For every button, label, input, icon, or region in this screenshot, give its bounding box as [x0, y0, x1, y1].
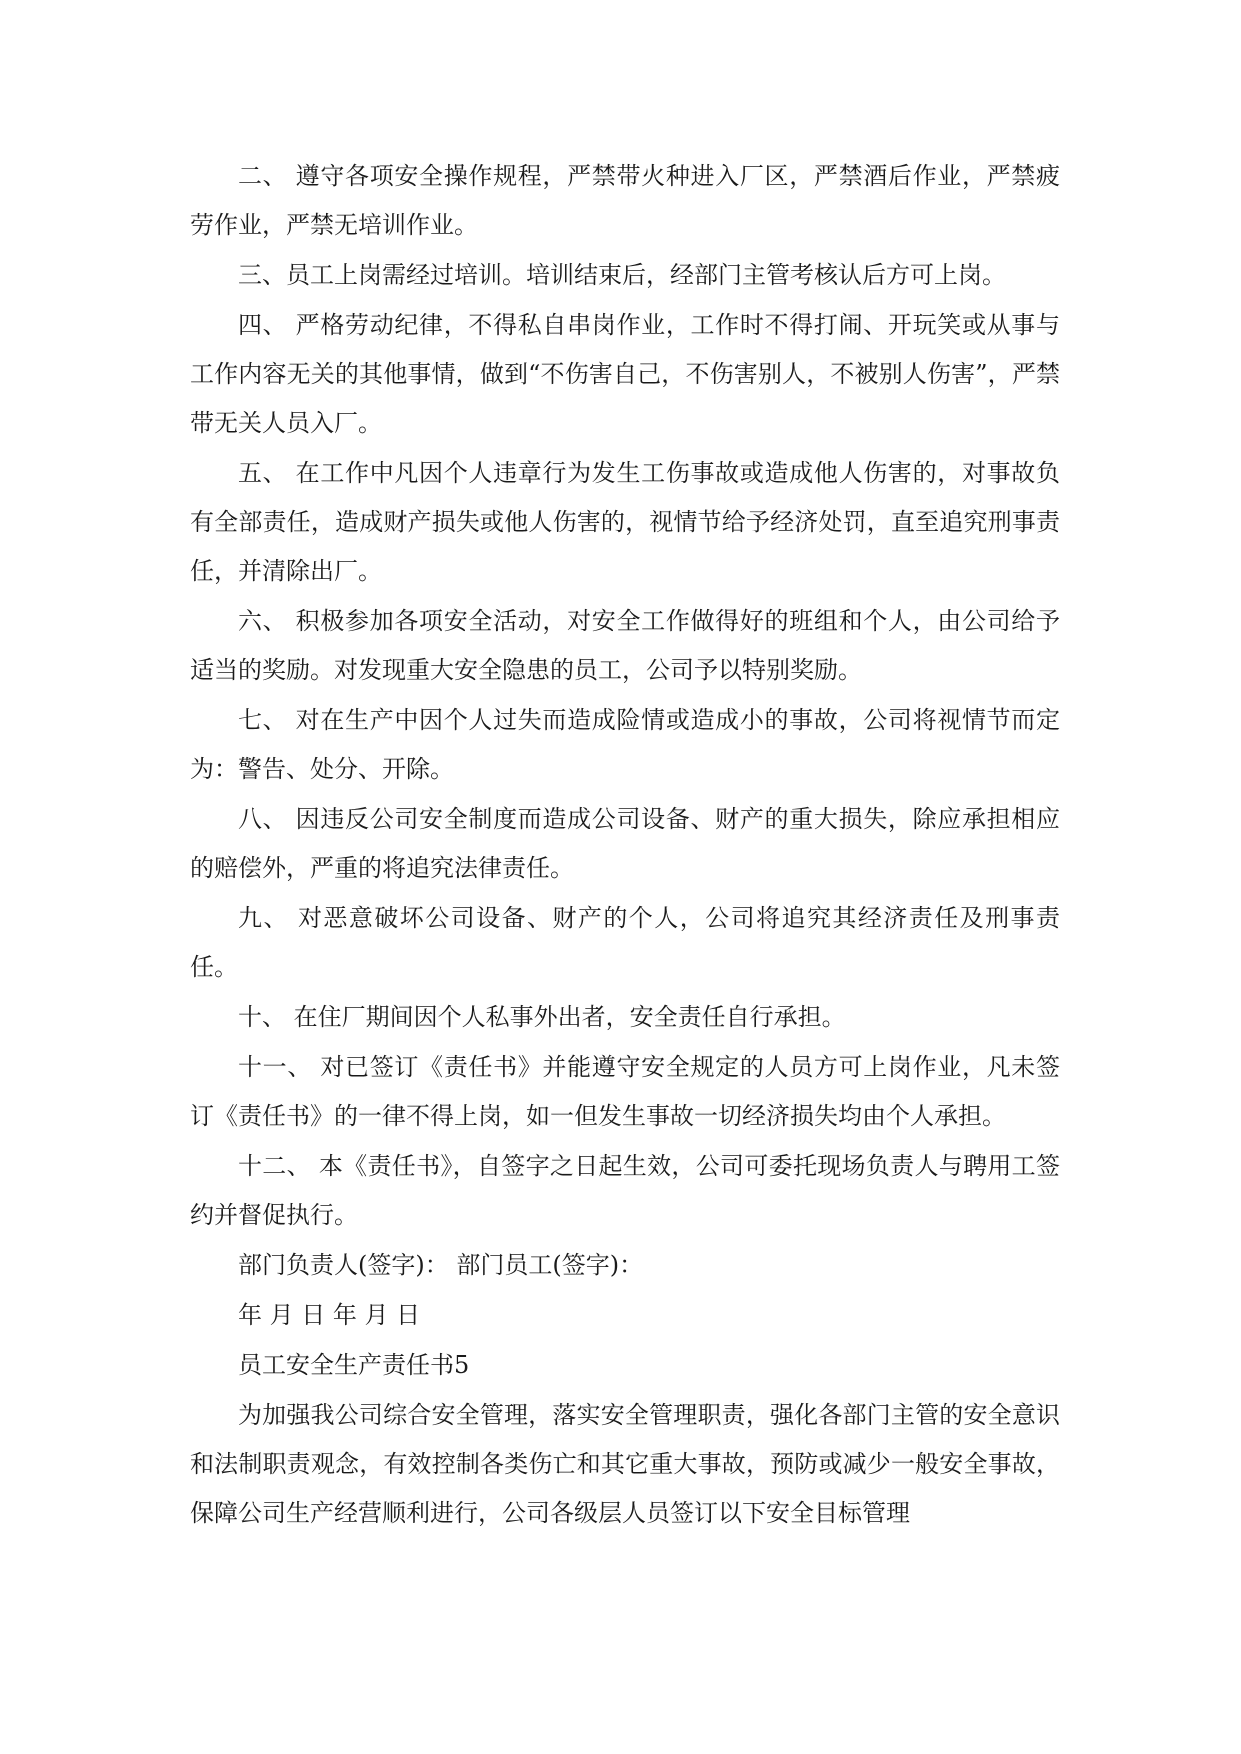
clause-5: 五、 在工作中凡因个人违章行为发生工伤事故或造成他人伤害的，对事故负有全部责任，造成财产损失或他人伤害的，视情节给予经济处罚，直至追究刑事责任，并清除出厂。	[190, 459, 1060, 585]
section-heading: 员工安全生产责任书5	[238, 1351, 470, 1379]
intro-paragraph: 为加强我公司综合安全管理，落实安全管理职责，强化各部门主管的安全意识和法制职责观念，有效控制各类伤亡和其它重大事故，预防或减少一般安全事故，保障公司生产经营顺利进行，公司各级层人员签订以下安全目标管理	[190, 1401, 1060, 1527]
clause-11: 十一、 对已签订《责任书》并能遵守安全规定的人员方可上岗作业，凡未签订《责任书》的一律不得上岗，如一但发生事故一切经济损失均由个人承担。	[190, 1053, 1060, 1130]
clause-7: 七、 对在生产中因个人过失而造成险情或造成小的事故，公司将视情节而定为：警告、处分、开除。	[190, 706, 1060, 783]
clause-3: 三、员工上岗需经过培训。培训结束后，经部门主管考核认后方可上岗。	[238, 261, 1006, 289]
clause-10: 十、 在住厂期间因个人私事外出者，安全责任自行承担。	[238, 1003, 846, 1031]
date-line: 年 月 日 年 月 日	[238, 1301, 421, 1329]
clause-6: 六、 积极参加各项安全活动，对安全工作做得好的班组和个人，由公司给予适当的奖励。对发现重大安全隐患的员工，公司予以特别奖励。	[190, 607, 1060, 684]
clause-9: 九、 对恶意破坏公司设备、财产的个人，公司将追究其经济责任及刑事责任。	[190, 904, 1060, 981]
clause-8: 八、 因违反公司安全制度而造成公司设备、财产的重大损失，除应承担相应的赔偿外，严重的将追究法律责任。	[190, 805, 1060, 882]
clause-4: 四、 严格劳动纪律，不得私自串岗作业，工作时不得打闹、开玩笑或从事与工作内容无关的其他事情，做到“不伤害自己，不伤害别人，不被别人伤害”，严禁带无关人员入厂。	[190, 311, 1060, 437]
document-body	[190, 152, 1060, 1538]
signature-line: 部门负责人(签字)： 部门员工(签字)：	[238, 1251, 644, 1279]
clause-2: 二、 遵守各项安全操作规程，严禁带火种进入厂区，严禁酒后作业，严禁疲劳作业，严禁无培训作业。	[190, 162, 1060, 239]
clause-12: 十二、 本《责任书》，自签字之日起生效，公司可委托现场负责人与聘用工签约并督促执行。	[190, 1152, 1060, 1229]
